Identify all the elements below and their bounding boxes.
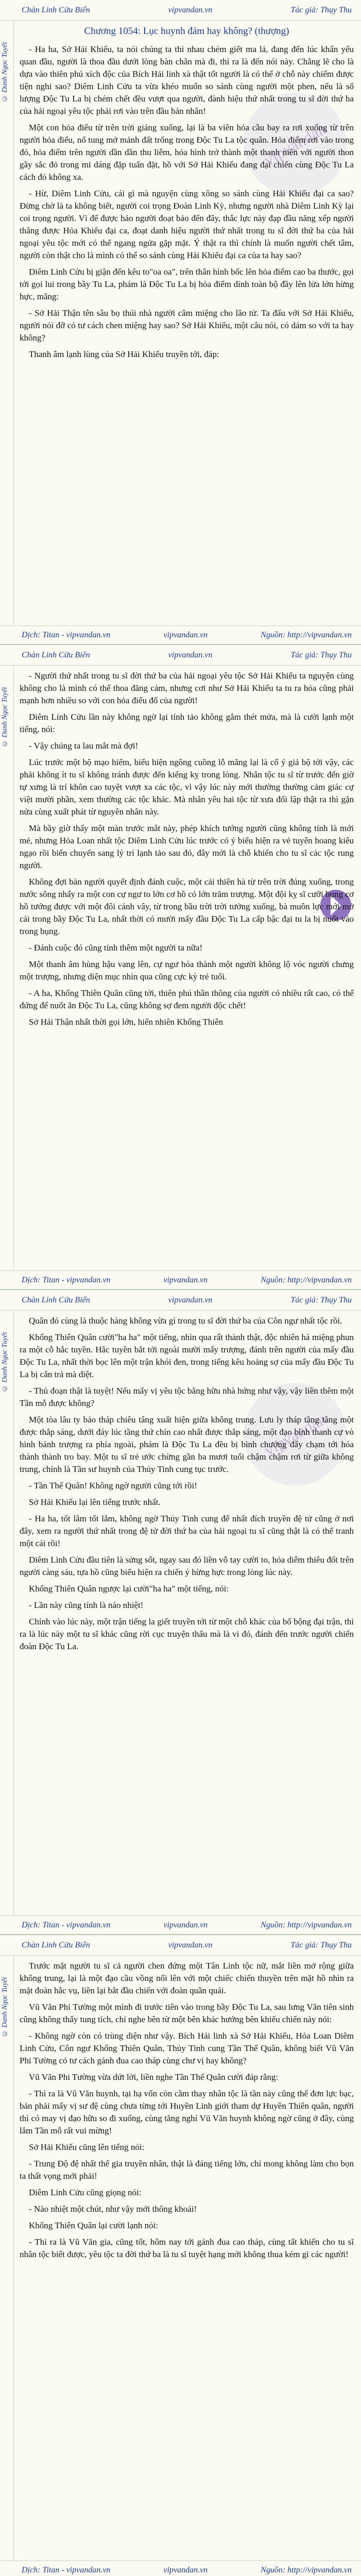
page-header	[0, 0, 361, 21]
paragraph: Một thanh âm hùng hậu vang lên, cự ngư hóa thành một người không lộ vóc người chưng một trượng, nhưng diện mục nhìn qua cũng cực kỳ trẻ tuổi.	[20, 959, 354, 981]
paragraph: - Trung Độ đệ nhất thế gia truyền nhân, thật là đáng tiếng lớn, chỉ mong không làm cho bọn ta thất vọng mới phải!	[20, 2159, 354, 2181]
side-credit: © Danh Ngọc Tuyết	[1, 42, 9, 102]
book-title: Chàn Linh Cửu Biến	[22, 1295, 90, 1304]
paragraph: Diêm Linh Cửu đầu tiên là sửng sốt, ngay sau đó liền vỗ tay cười to, hỏa diễm thiêu đốt trên người càng sáu, tựa hồ cũng biểu hiện ra chiến ý hừng hực trong lòng lúc này.	[20, 1555, 354, 1577]
book-title: Chàn Linh Cửu Biến	[22, 5, 90, 14]
site-name[interactable]: vipvandan.vn	[168, 650, 213, 659]
site-name[interactable]: vipvandan.vn	[168, 5, 213, 14]
paragraph: Chính vào lúc này, một trận tiếng la giết truyền tới từ một chỗ khác của bố bộng đại trận, thì ra là lúc này một tu sĩ khác cũng rời cục truyện thấu mà là vi đó, đánh đến trước người chiến đoàn Độc Tu La.	[20, 1617, 354, 1651]
watermark: vipvandan	[225, 74, 361, 214]
paragraph: Sở Hải Khiếu cũng lên tiếng nói:	[29, 2142, 145, 2152]
page-2	[0, 645, 361, 1290]
paragraph: Khổng Thiên Quân ngược lại cười"ha ha" một tiếng, nói:	[29, 1584, 229, 1594]
paragraph: - Thì ra là Vũ Văn gia, cũng tốt, hôm nay tới gánh đua cao tháp, cùng tất khiến cho tu sĩ nhân tộc biết được, yêu tộc ta đời thứ ba là tu sĩ tuyệt hạng mới không thua kém gì các người!	[20, 2237, 354, 2259]
page-footer	[0, 625, 361, 644]
paragraph: Sở Hải Thận nhất thời gọi lớn, hiển nhiên Khổng Thiên	[29, 1017, 224, 1027]
paragraph: - Không ngờ còn có trùng diện như vậy. Bích Hải linh xà Sở Hải Khiếu, Hỏa Loan Diêm Linh Cửu, Côn ngư Khổng Thiên Quân, Thủy Tinh cung Tần Thế Quân, không biết Vũ Văn Phi Tường có tư cách gánh đua cao tháp cùng chư vị hay không?	[20, 2031, 354, 2065]
paragraph: - Tần Thế Quân! Không ngờ người cũng tới rồi!	[29, 1481, 197, 1490]
site-name[interactable]: vipvandan.vn	[163, 2565, 208, 2574]
divider	[13, 1956, 14, 2561]
paragraph: Vũ Văn Phi Tường vừa dứt lời, liền nghe Tần Thế Quân cười đáp rằng:	[29, 2072, 279, 2082]
paragraph: - A ha, Khổng Thiên Quân cũng tới, thiên phú thần thông của người có nhiều rất cao, có thể đứng để nuốt ăn Độc Tu La, cũng không sợ đem người độc chết!	[20, 988, 354, 1010]
watermark: vipvandan	[225, 1364, 361, 1504]
page-header	[0, 645, 361, 666]
page-footer	[0, 1916, 361, 1934]
page-body	[20, 1315, 354, 1913]
page-footer	[0, 2561, 361, 2576]
paragraph: - Người thứ nhất trong tu sĩ đời thứ ba của hải ngoại yêu tộc Sở Hải Khiếu ta nguyện cùng không cho là mình có thể thoa đăng cảm, nhưng cơi như Sở Hải Khiếu ta tu ra hỏa cũng phải mạnh hơn nhiều so với con hỏa điểu đổ của người!	[20, 671, 354, 705]
paragraph: Diêm Linh Cửu cũng giọng nói:	[29, 2188, 142, 2197]
paragraph: Sở Hải Khiếu lại lên tiếng trước nhất.	[29, 1497, 161, 1507]
paragraph: - Sở Hải Thận tên sâu bọ thúi nhà người câm miệng cho lão tử. Ta đấu với Sở Hải Khiếu, người nói đỡ có tư cách chen miệng hay sao? Sở Hải Khiếu, một câu nói, có dám so với ta hay không?	[20, 308, 354, 343]
side-credit: © Danh Ngọc Tuyết	[1, 1977, 9, 2037]
paragraph: Khổng Thiên Quân cười"ha ha" một tiếng, nhìn qua rất thành thật, độc nhiên há miệng phun ra một cỗ hắc tuyền. Hắc tuyền bắt tới ngoài mười mấy trượng, đánh trên người của mấy đầu Độc Tu La, nhất thời bọc lên một trận khói đen, trong tiếng kêu hoảng sợ của mấy đầu Độc Tu La bị cắn trả mà diệt.	[20, 1332, 354, 1379]
paragraph: - Lần này cũng tính là náo nhiệt!	[29, 1600, 144, 1610]
chapter-title: Chương 1054: Lục huynh đảm hay không? (thượng)	[84, 26, 289, 37]
author: Tác giả: Thụy Thu	[290, 650, 352, 659]
translator: Dịch: Titan - vipvandan.vn	[22, 2565, 111, 2574]
site-name[interactable]: vipvandan.vn	[163, 1920, 208, 1929]
translator: Dịch: Titan - vipvandan.vn	[22, 1275, 111, 1284]
page-header	[0, 1935, 361, 1956]
book-title: Chàn Linh Cửu Biến	[22, 1940, 90, 1950]
book-title: Chàn Linh Cửu Biến	[22, 650, 90, 659]
paragraph: Diêm Linh Cửu lần này không ngờ lại tính tảo không gắm thét mửa, mà là cười lạnh một tiếng, nói:	[20, 712, 354, 734]
site-name[interactable]: vipvandan.vn	[163, 1275, 208, 1284]
author: Tác giả: Thụy Thu	[290, 5, 352, 14]
side-credit: © Danh Ngọc Tuyết	[1, 687, 9, 747]
paragraph: Một tòa lâu ty bảo tháp chiêu tâng xuất hiện giữa không trung. Lưu ly tháp tầng tầng một được thắp sáng, dưới đáy lúc tầng thứ chín cao nhất được thắp sáng, một đạo bình thanh cự vò hình bánh trượng ra phía ngoài, phám là Độc Tu La đều bị bình chướng đẩy chạm tới hóa thành thành tro bay. Một tu sĩ trẻ ước chừng gần ba mươi tuổi chậm chậm rơi từ giữa không trung, chính là Tần sư huynh của Thủy Tinh cung tục trước.	[20, 1415, 354, 1474]
paragraph: Khổng Thiên Quân lại cười lạnh nói:	[29, 2221, 159, 2230]
page-4	[0, 1935, 361, 2576]
paragraph: - Đánh cuộc đó cũng tính thêm một người ta nữa!	[29, 943, 203, 953]
paragraph: - Thì ra là Vũ Văn huynh, tại hạ vốn còn cầm thay nhân tộc là tần này cũng thể đơn lực bạc, bản phải mấy vị sư đệ cùng chưa từng tới Huyền Linh giới tham dự Huyền Thiên quân, người thì có may vị đạo hữu so đi xuống, cùng tăng nghỉ Vũ Văn huynh không ngờ cũng ở đây, cùng lắm Tần mỗ rất vui mừng!	[20, 2089, 354, 2136]
author: Tác giả: Thụy Thu	[290, 1940, 352, 1950]
paragraph: Lúc trước một bộ mạo hiểm, biểu hiện ngông cuồng lỗ mãng lại là cố ý giả bộ tới vậy, các phải không ít tu sĩ không tránh được đến kiếng kỵ trong lòng. Nhân tộc tu sĩ từ trước đến giờ tự xưng là trí khôn cao tuyệt vượt xa các tộc, vì vậy lúc này mới thường thường cảm giác cự việt mười phần, xem thường các tộc khác. Mà nhân yêu hai tộc từ xưa đối lập thật ra thì gặn nửa cùng xuất phát từ nguyên nhân này.	[20, 757, 354, 817]
source[interactable]: Nguồn: http://vipvandan.vn	[261, 1275, 352, 1284]
paragraph: Diêm Linh Cửu bị giận đến kêu to"oa oa", trên thân hình bốc lên hỏa điểm cao ba thước, gọi tới gọi lui trong bầy Tu La, phám là Độc Tu La bị hỏa điểm dính toàn bộ đầy lên lửa lớn hừng hực, mãng:	[20, 266, 354, 301]
page-body	[20, 1960, 354, 2558]
paragraph: Không đợi bàn người quyết định đánh cuộc, một cái thiên hà từ trên trời đúng xuống, trong nước sông nhấy ra một con cự ngư to lớn cơ hồ có lớn trăm trượng. Một đội kỵ sĩ cưỡi bụng cơ hồ tướng được với một đôi cánh vây, từ trong bầu trời trời tưởng xuống, bà muôn lực mới mở cái trong bầy Độc Tu La, nhất thời có mười mấy đầu Độc Tu La cấp bậc đại tu la bị nuốt vào trong bụng.	[20, 877, 354, 936]
paragraph: Trước mặt người tu sĩ cả người chen đứng một Tân Linh tộc nữ, mắt liền mở rộng giữa không trung, lại là một đạo cầu vồng nối lên với một chiếc chiến thuyền trên mặt hồ nhìn ra mặt đoàn hắc vụ, liền lại bắt đầu chiến với đoàn quần quái.	[20, 1961, 354, 1995]
paragraph: - Hừ, Diêm Linh Cửu, cái gì mà nguyện cùng xông so sánh cùng Hải Khiếu đại ca sao? Đừng chờ là ta không biết, người coi trọng Đoàn Linh Kỳ, nhưng người nhà Diêm Linh Kỳ lại coi trọng người. Vì để được hảo người đoạt bảo đến đây, thắc lực này đạp đầu năng xếp người thắng được Hỏa Khiếu đại ca, đoạt danh hiệu người thứ nhất trong tu sĩ đời thứ ba của hải ngoại yêu tộc mới có thể ngang ngửa gặp mặt. Ý thật ra thì chính là muốn người chết tâm, người còn thật cho là mình có thể so sánh cùng Hải Khiếu đại ca của ta hay sao?	[20, 188, 354, 260]
page-3	[0, 1290, 361, 1935]
page-body	[20, 25, 354, 623]
paragraph: Quân đó cùng là thuộc hàng không vừa gì trong tu sĩ đời thứ ba của Côn ngư nhất tộc rồi.	[29, 1316, 342, 1326]
paragraph: - Nào nhiệt một chút, như vậy mới thông khoái!	[29, 2204, 197, 2214]
site-name[interactable]: vipvandan.vn	[163, 630, 208, 639]
translator: Dịch: Titan - vipvandan.vn	[22, 1920, 111, 1929]
translator: Dịch: Titan - vipvandan.vn	[22, 630, 111, 639]
divider	[13, 21, 14, 625]
paragraph: - Ha ha, tốt lắm tốt lắm, không ngờ Thủy Tinh cung để nhất đích truyền đệ tử cũng ở nơi đây, xem ra người thứ nhất trong đệ tử đời thứ ba của hải ngoại tu sĩ cũng thật là có thể tranh một cái rồi!	[20, 1514, 354, 1548]
paragraph: - Ha ha, Sở Hải Khiếu, ta nói chúng ta thì nhau chém giết ma lả, đang đến lúc khẩn yếu quan đầu, người là thoa đầu dưới lòng bàn chân mà đi, thì ra là đến nói này. Chẳng lẽ cho là dựa vào thiên phú xích độc của Bích Hải linh xà thật tốt người là có thể ở chỗ này chiếm được tiện nghi sao? Diêm Linh Cửu ta vừa khéo muốn so sánh cùng người một phen, nếu là số lượng Độc Tu La bị chém chết đều vượt qua người, đành hiệu thứ nhất trong tu sĩ đời thứ ba của hải ngoại yêu tộc phải rơi vào trên đầu bản nhân!	[20, 44, 354, 116]
divider	[13, 1311, 14, 1916]
page-footer	[0, 1270, 361, 1289]
source[interactable]: Nguồn: http://vipvandan.vn	[261, 2565, 352, 2574]
page-body	[20, 670, 354, 1268]
site-name[interactable]: vipvandan.vn	[168, 1940, 213, 1950]
page-1	[0, 0, 361, 645]
author: Tác giả: Thụy Thu	[290, 1295, 352, 1304]
page-header	[0, 1290, 361, 1311]
side-credit: © Danh Ngọc Tuyết	[1, 1332, 9, 1392]
paragraph: Thanh âm lạnh lùng của Sở Hải Khiếu truyền tới, đáp:	[29, 349, 219, 359]
site-name[interactable]: vipvandan.vn	[168, 1295, 213, 1304]
paragraph: - Thủ đoạn thật là tuyệt! Nếu mấy vị yêu tộc bằng hữu nhà hứng như vậy, vậy liền thêm một Tần mỗ được không?	[20, 1386, 354, 1408]
source[interactable]: Nguồn: http://vipvandan.vn	[261, 1920, 352, 1929]
paragraph: Vũ Văn Phi Tường một mình đi trước tiên vào trong bầy Độc Tu La, sau lưng Văn tiên sinh cũng không thấy tung tích, chỉ nghe bên từ một bên khác hướng bên khiếu chiến này nói:	[20, 2002, 354, 2024]
divider	[13, 666, 14, 1270]
paragraph: Một con hỏa điểu từ trên trời giáng xuống, lại là ba viên hỏa cầu bay ra rơi xuống từ trên người hỏa điểu, nổ tung mở mảnh đất trống trong Độc Tu La tộc quân. Hỏa điểm rơi vào trong đó, hỏa điểm trên người dần dần thu liễm, hỏa hình trở thành một thanh niên với người thon gầy sắc đỏ trong mi dáng đặp tuấn đặt, hồ với Sở Hải Khiếu đang đại chiến cùng Độc Tu La cách đó không xa.	[20, 122, 354, 182]
source[interactable]: Nguồn: http://vipvandan.vn	[261, 630, 352, 639]
paragraph: Mà bầy giờ thấy một màn trước mắt này, phép khích tướng người cũng không tính là mới mẻ, nhưng Hỏa Loan nhất tộc Diêm Linh Cửu lúc trước có ý biểu hiện ra vẻ tuyên hoang kiêu ngạo rồi biến chuyển sang lý trí lạnh tảo sau đó, đây mới là chỗ khiến cho tu sĩ các tộc rung người.	[20, 823, 354, 870]
paragraph: - Vậy chúng ta lau mắt mà đợi!	[29, 741, 139, 751]
